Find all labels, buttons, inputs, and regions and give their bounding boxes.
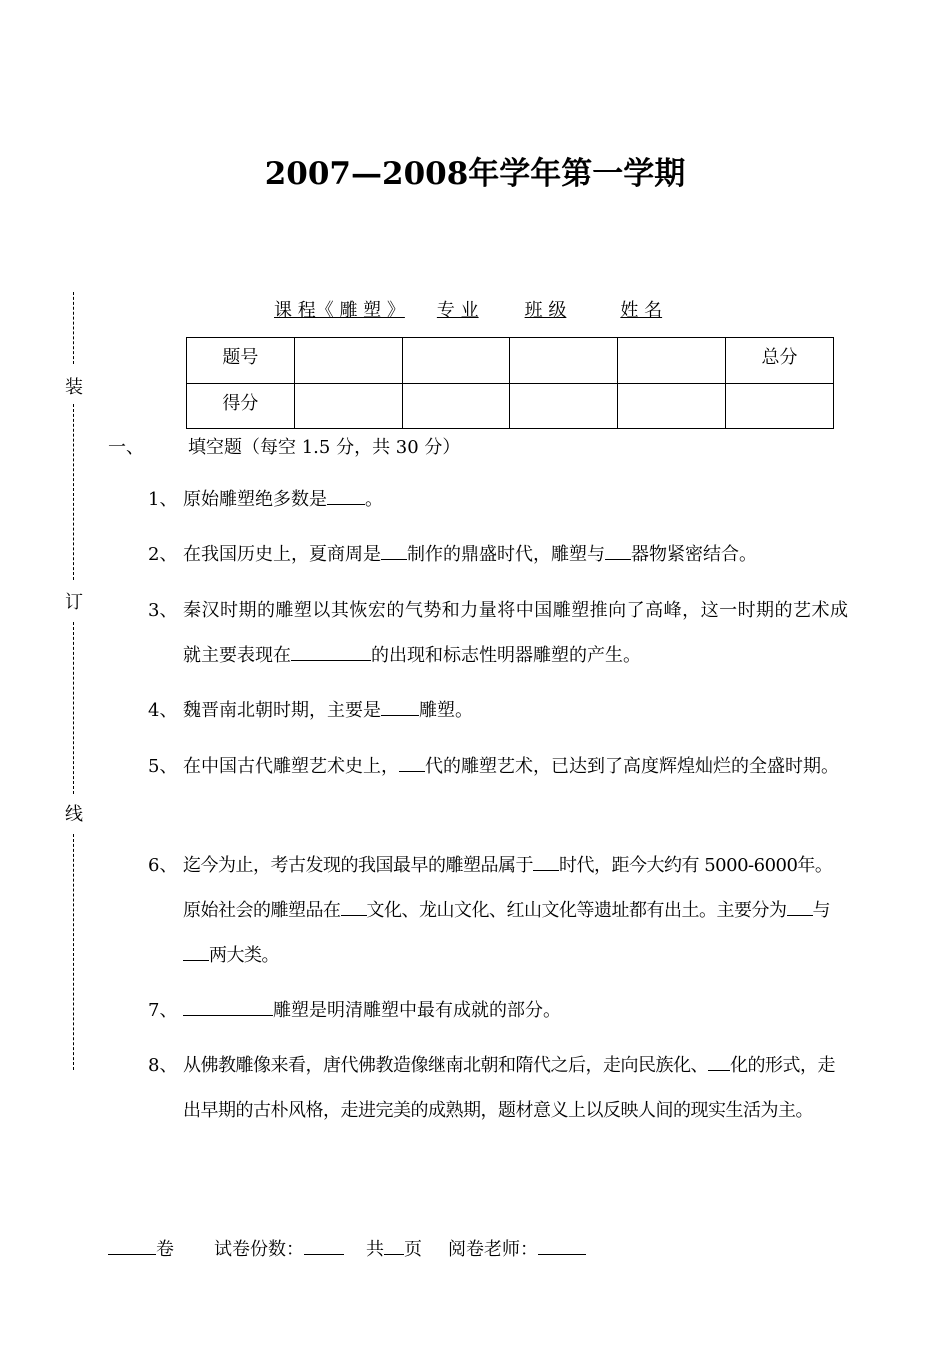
exam-footer	[108, 1234, 586, 1261]
score-cell[interactable]	[402, 338, 510, 384]
score-cell: 题号	[187, 338, 295, 384]
footer-juan: 卷	[156, 1239, 174, 1260]
score-cell[interactable]	[294, 338, 402, 384]
score-cell: 总分	[726, 338, 834, 384]
score-cell[interactable]	[402, 383, 510, 429]
major-label: 专 业	[436, 300, 479, 321]
score-table-row-question	[187, 338, 834, 384]
course-info-line	[274, 296, 662, 322]
answer-blank[interactable]	[341, 895, 367, 916]
question-2	[148, 532, 848, 577]
binding-dash-3	[73, 622, 74, 794]
question-text: 迄今为止，考古发现的我国最早的雕塑品属于 时代，距今大约有 5000-6000年。原始社会的雕塑品在 文化、龙山文化、红山文化等遗址都有出土。主要分为 与两大类。	[183, 843, 848, 978]
question-number: 1、	[148, 489, 178, 510]
score-cell[interactable]	[618, 383, 726, 429]
score-cell[interactable]	[726, 383, 834, 429]
section-title: 填空题（每空 1.5 分，共 30 分）	[188, 437, 461, 458]
answer-blank[interactable]	[183, 940, 209, 961]
answer-blank[interactable]	[183, 995, 273, 1016]
answer-blank[interactable]	[384, 1234, 404, 1255]
answer-blank[interactable]	[787, 895, 813, 916]
question-text: 从佛教雕像来看，唐代佛教造像继南北朝和隋代之后，走向民族化、 化的形式，走出早期的古朴风格，走进完美的成熟期，题材意义上以反映人间的现实生活为主。	[183, 1043, 848, 1133]
binding-char-xian: 线	[65, 804, 83, 825]
question-8	[148, 1043, 848, 1133]
question-5	[148, 744, 848, 789]
answer-blank[interactable]	[327, 484, 365, 505]
footer-teacher: 阅卷老师：	[448, 1239, 538, 1260]
footer-gong: 共	[366, 1239, 384, 1260]
section-number: 一、	[108, 437, 144, 458]
question-number: 8、	[148, 1055, 178, 1076]
answer-blank[interactable]	[381, 539, 407, 560]
question-number: 2、	[148, 544, 178, 565]
answer-blank[interactable]	[708, 1050, 730, 1071]
question-text: 在中国古代雕塑艺术史上， 代的雕塑艺术，已达到了高度辉煌灿烂的全盛时期。	[183, 744, 848, 789]
binding-dash-top	[73, 292, 74, 364]
score-cell: 得分	[187, 383, 295, 429]
exam-title: 2007—2008年学年第一学期	[264, 156, 686, 192]
question-number: 5、	[148, 756, 178, 777]
question-number: 3、	[148, 600, 178, 621]
question-text: 原始雕塑绝多数是 。	[183, 477, 848, 522]
question-number: 7、	[148, 1000, 178, 1021]
question-text: 魏晋南北朝时期，主要是 雕塑。	[183, 688, 848, 733]
binding-char-ding: 订	[65, 592, 83, 613]
question-1	[148, 477, 848, 522]
answer-blank[interactable]	[304, 1234, 344, 1255]
footer-ye: 页	[404, 1239, 422, 1260]
answer-blank[interactable]	[533, 850, 559, 871]
answer-blank[interactable]	[399, 751, 425, 772]
section-heading	[108, 433, 460, 459]
binding-char-zhuang: 装	[65, 377, 83, 398]
answer-blank[interactable]	[291, 640, 371, 661]
answer-blank[interactable]	[381, 695, 419, 716]
answer-blank[interactable]	[605, 539, 631, 560]
binding-dash-bottom	[73, 834, 74, 1070]
question-7	[148, 988, 848, 1033]
name-label: 姓 名	[620, 300, 663, 321]
class-label: 班 级	[524, 300, 567, 321]
answer-blank[interactable]	[108, 1234, 156, 1255]
course-name: 课 程《 雕 塑 》	[274, 300, 405, 321]
question-text: 秦汉时期的雕塑以其恢宏的气势和力量将中国雕塑推向了高峰，这一时期的艺术成就主要表现在 的出现和标志性明器雕塑的产生。	[183, 600, 848, 666]
question-3	[148, 588, 848, 678]
score-cell[interactable]	[510, 383, 618, 429]
question-text: 在我国历史上，夏商周是 制作的鼎盛时代，雕塑与 器物紧密结合。	[183, 532, 848, 577]
score-cell[interactable]	[294, 383, 402, 429]
question-4	[148, 688, 848, 733]
score-cell[interactable]	[510, 338, 618, 384]
question-number: 4、	[148, 700, 178, 721]
score-table-row-score	[187, 383, 834, 429]
question-6	[148, 843, 848, 978]
score-cell[interactable]	[618, 338, 726, 384]
question-text: 雕塑是明清雕塑中最有成就的部分。	[183, 988, 848, 1033]
answer-blank[interactable]	[538, 1234, 586, 1255]
binding-dash-2	[73, 404, 74, 580]
score-table	[186, 337, 834, 429]
footer-copies: 试卷份数：	[214, 1239, 304, 1260]
question-number: 6、	[148, 855, 178, 876]
